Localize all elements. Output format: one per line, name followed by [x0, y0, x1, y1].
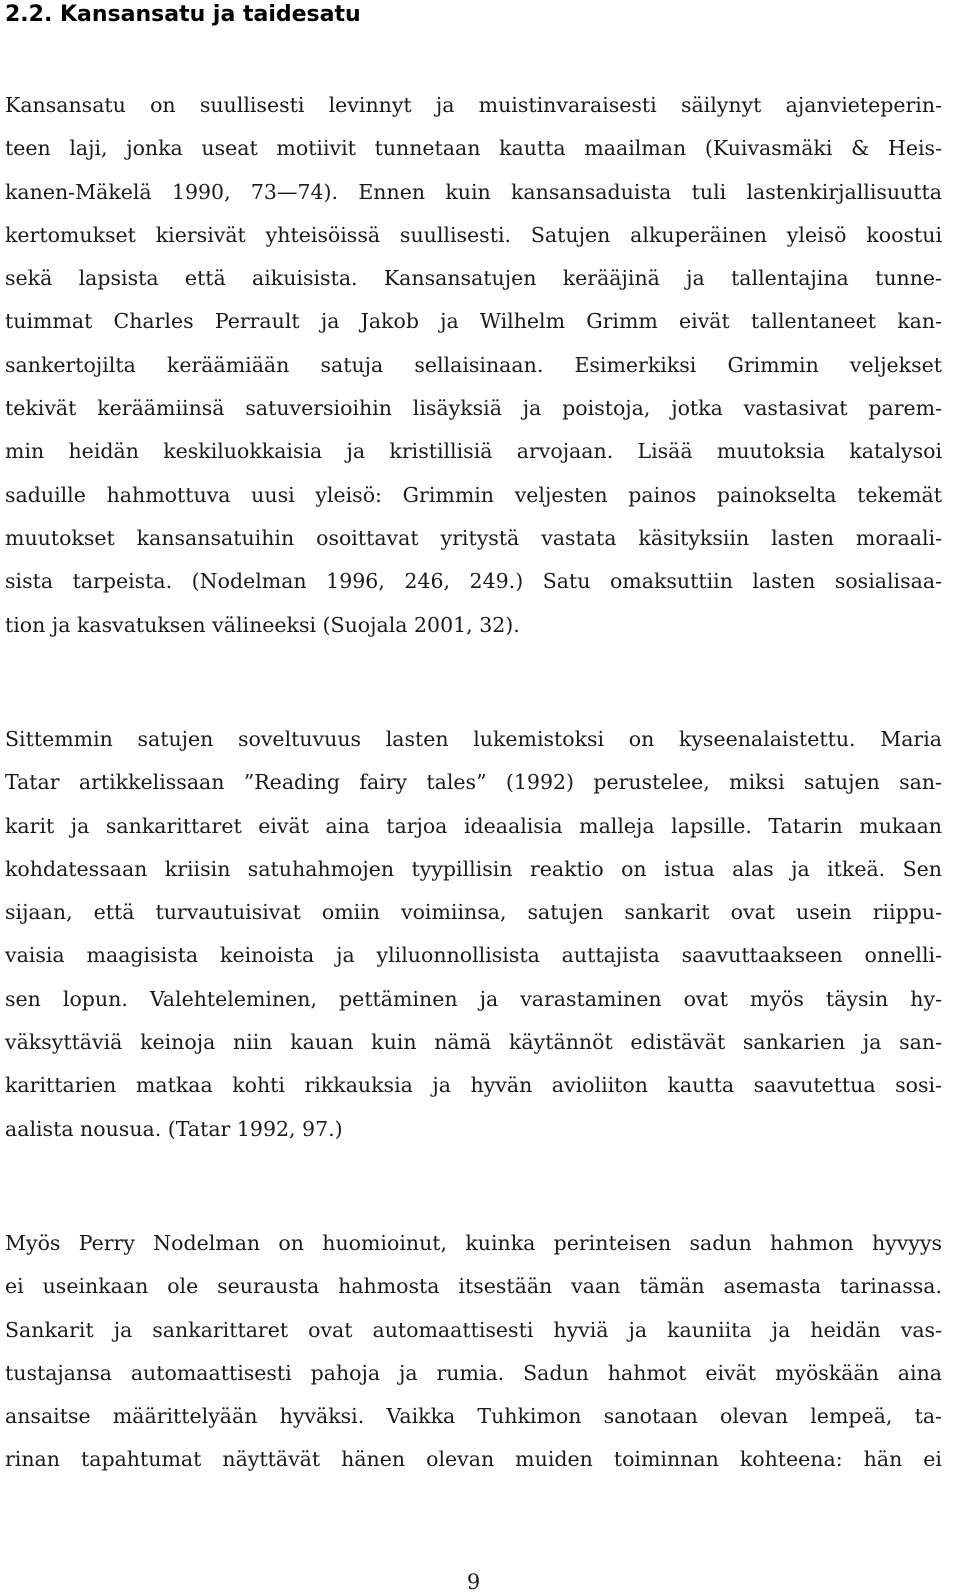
text-line: saduille hahmottuva uusi yleisö: Grimmin veljesten painos painokselta tekemät [5, 482, 942, 507]
text-line: teen laji, jonka useat motiivit tunnetaan kautta maailman (Kuivasmäki & Heis- [5, 136, 942, 161]
text-line: tuimmat Charles Perrault ja Jakob ja Wilhelm Grimm eivät tallentaneet kan- [5, 309, 942, 334]
text-line: kertomukset kiersivät yhteisöissä suullisesti. Satujen alkuperäinen yleisö koostui [5, 222, 942, 247]
text-line: Tatar artikkelissaan ”Reading fairy tales” (1992) perustelee, miksi satujen san- [5, 770, 942, 795]
text-line: ei useinkaan ole seurausta hahmosta itsestään vaan tämän asemasta tarinassa. [5, 1274, 942, 1299]
text-line: karit ja sankarittaret eivät aina tarjoa ideaalisia malleja lapsille. Tatarin mukaan [5, 813, 942, 838]
text-line: tion ja kasvatuksen välineeksi (Suojala 2001, 32). [5, 612, 520, 637]
text-line: väksyttäviä keinoja niin kauan kuin nämä käytännöt edistävät sankarien ja san- [5, 1030, 942, 1055]
page-number: 9 [466, 1570, 481, 1594]
text-line: Myös Perry Nodelman on huomioinut, kuinka perinteisen sadun hahmon hyvyys [5, 1231, 942, 1255]
text-line: sista tarpeista. (Nodelman 1996, 246, 249.) Satu omaksuttiin lasten sosialisaa- [5, 569, 942, 594]
text-line: sijaan, että turvautuisivat omiin voimiinsa, satujen sankarit ovat usein riippu- [5, 900, 942, 925]
text-line: karittarien matkaa kohti rikkauksia ja hyvän avioliiton kautta saavutettua sosi- [5, 1073, 942, 1098]
text-line: rinan tapahtumat näyttävät hänen olevan muiden toiminnan kohteena: hän ei [5, 1447, 942, 1472]
text-line: Sittemmin satujen soveltuvuus lasten lukemistoksi on kyseenalaistettu. Maria [5, 727, 942, 751]
paragraph-2 [5, 718, 942, 1151]
text-line: vaisia maagisista keinoista ja yliluonnollisista auttajista saavuttaakseen onnelli- [5, 943, 942, 968]
text-line: Kansansatu on suullisesti levinnyt ja muistinvaraisesti säilynyt ajanvieteperin- [5, 93, 942, 117]
text-line: min heidän keskiluokkaisia ja kristillisiä arvojaan. Lisää muutoksia katalysoi [5, 439, 942, 464]
text-line: sen lopun. Valehteleminen, pettäminen ja varastaminen ovat myös täysin hy- [5, 986, 942, 1011]
paragraph-1 [5, 84, 942, 647]
text-line: Sankarit ja sankarittaret ovat automaattisesti hyviä ja kauniita ja heidän vas- [5, 1317, 942, 1342]
text-line: kohdatessaan kriisin satuhahmojen tyypillisin reaktio on istua alas ja itkeä. Sen [5, 856, 942, 881]
text-line: kanen-Mäkelä 1990, 73—74). Ennen kuin kansansaduista tuli lastenkirjallisuutta [5, 179, 942, 204]
paragraph-3 [5, 1222, 942, 1482]
text-line: tustajansa automaattisesti pahoja ja rumia. Sadun hahmot eivät myöskään aina [5, 1360, 942, 1385]
text-line: sekä lapsista että aikuisista. Kansansatujen kerääjinä ja tallentajina tunne- [5, 266, 942, 291]
text-line: sankertojilta keräämiään satuja sellaisinaan. Esimerkiksi Grimmin veljekset [5, 352, 942, 377]
text-line: ansaitse määrittelyään hyväksi. Vaikka Tuhkimon sanotaan olevan lempeä, ta- [5, 1404, 942, 1429]
text-line: muutokset kansansatuihin osoittavat yritystä vastata käsityksiin lasten moraali- [5, 525, 942, 550]
text-line: tekivät keräämiinsä satuversioihin lisäyksiä ja poistoja, jotka vastasivat parem- [5, 396, 942, 421]
section-heading: 2.2. Kansansatu ja taidesatu [5, 2, 361, 27]
text-line: aalista nousua. (Tatar 1992, 97.) [5, 1116, 343, 1141]
